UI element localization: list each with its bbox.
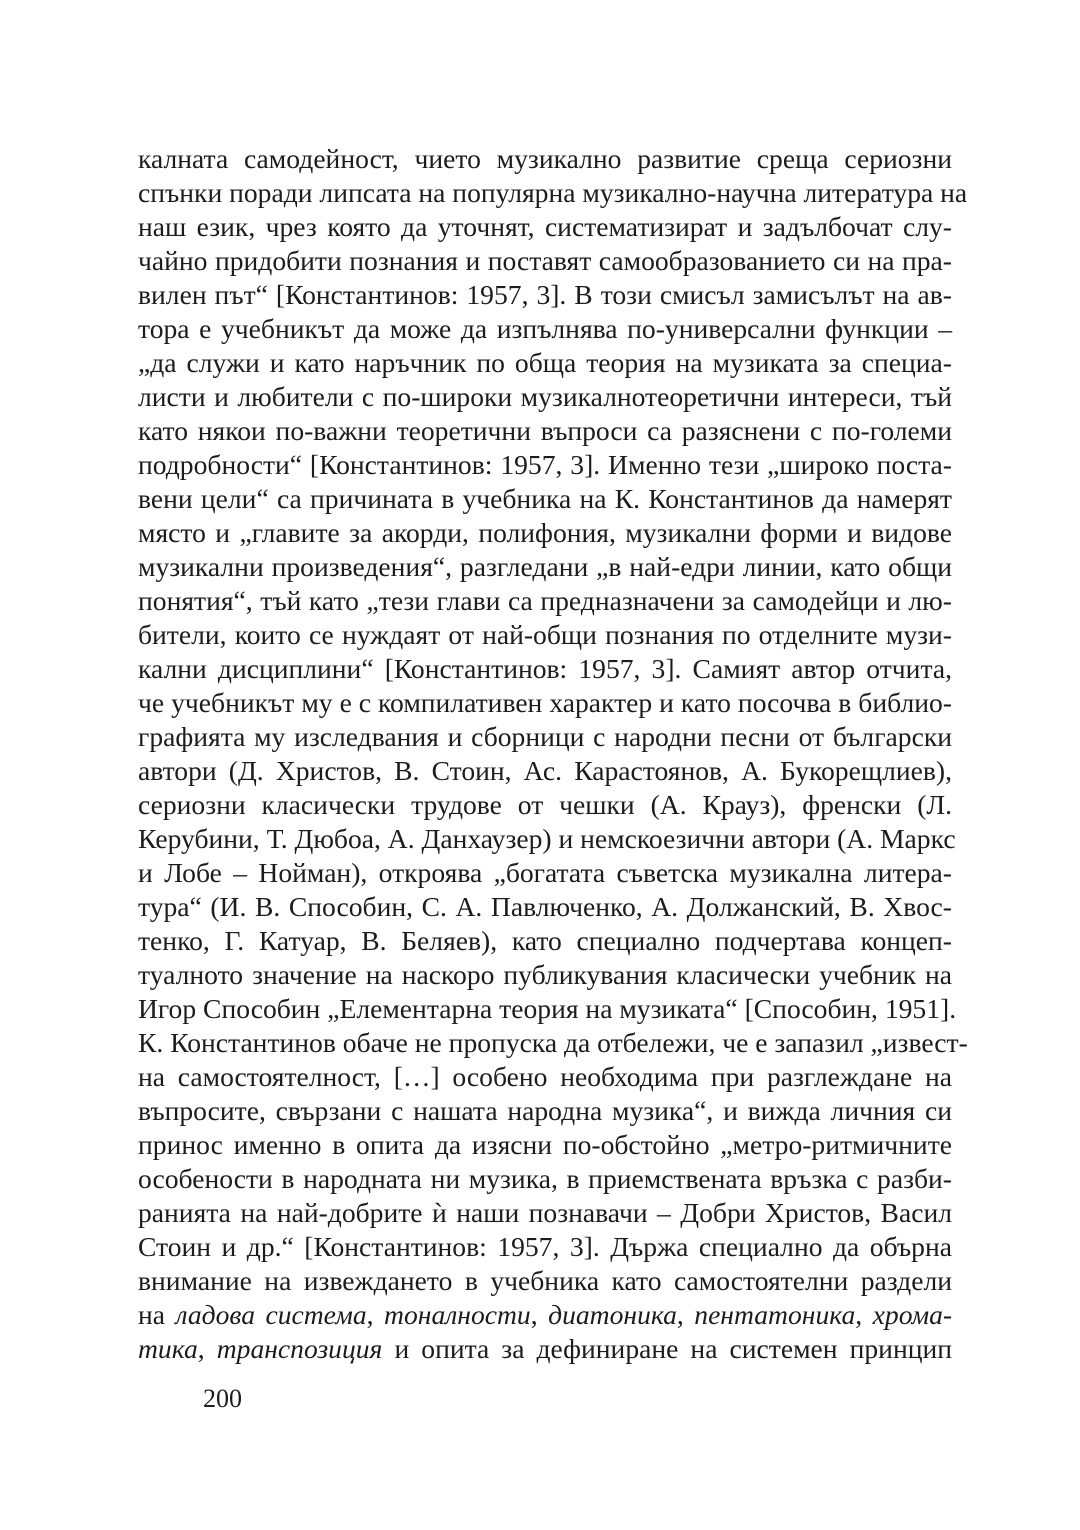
text-line: че учебникът му е с компилативен характер и като посочва в библио- bbox=[138, 687, 952, 718]
text-line: и Лобе – Нойман), откроява „богатата съветска музикална литера- bbox=[138, 857, 952, 888]
italic-term: транспозиция bbox=[216, 1333, 383, 1364]
text-run: и опита за дефиниране на системен принцип bbox=[382, 1333, 953, 1364]
text-line: вилен път“ [Константинов: 1957, 3]. В този смисъл замисълът на ав- bbox=[138, 279, 952, 310]
text-line: въпросите, свързани с нашата народна музика“, и вижда личния си bbox=[138, 1095, 952, 1126]
text-line: вени цели“ са причината в учебника на К. Константинов да намерят bbox=[138, 483, 952, 514]
italic-term: диатоника bbox=[548, 1299, 677, 1330]
text-run: , bbox=[530, 1299, 549, 1330]
text-run: , bbox=[197, 1333, 217, 1364]
text-line: тенко, Г. Катуар, В. Беляев), като специално подчертава концеп- bbox=[138, 925, 952, 956]
text-run: на bbox=[138, 1299, 176, 1330]
italic-term: тика bbox=[138, 1333, 198, 1364]
text-line-italic-terms bbox=[138, 1332, 952, 1366]
text-line: кални дисциплини“ [Константинов: 1957, 3]. Самият автор отчита, bbox=[138, 653, 952, 684]
text-line-italic-terms bbox=[138, 1298, 952, 1332]
text-line: на самостоятелност, […] особено необходима при разглеждане на bbox=[138, 1061, 952, 1092]
text-line: като някои по-важни теоретични въпроси са разяснени с по-големи bbox=[138, 415, 952, 446]
italic-term: ладова система bbox=[175, 1299, 367, 1330]
text-run: , bbox=[366, 1299, 385, 1330]
text-line: тура“ (И. В. Способин, С. А. Павлюченко, А. Должанский, В. Хвос- bbox=[138, 891, 952, 922]
text-line: спънки поради липсата на популярна музикално-научна литература на bbox=[138, 177, 968, 208]
text-line: туалното значение на наскоро публикувания класически учебник на bbox=[138, 959, 952, 990]
text-run: , bbox=[676, 1299, 695, 1330]
text-line: тора е учебникът да може да изпълнява по-универсални функции – bbox=[138, 313, 952, 344]
text-line: понятия“, тъй като „тези глави са предназначени за самодейци и лю- bbox=[138, 585, 952, 616]
text-line: графията му изследвания и сборници с народни песни от български bbox=[138, 721, 952, 752]
text-line: сериозни класически трудове от чешки (А. Крауз), френски (Л. bbox=[138, 789, 952, 820]
italic-term: хрома- bbox=[872, 1299, 953, 1330]
text-line: ранията на най-добрите ѝ наши познавачи – Добри Христов, Васил bbox=[138, 1197, 952, 1228]
text-line: Стоин и др.“ [Константинов: 1957, 3]. Държа специално да обърна bbox=[138, 1231, 952, 1262]
text-line: Игор Способин „Елементарна теория на музиката“ [Способин, 1951]. bbox=[138, 993, 957, 1024]
italic-term: тоналности bbox=[384, 1299, 531, 1330]
text-line: бители, които се нуждаят от най-общи познания по отделните музи- bbox=[138, 619, 952, 650]
text-line: особености в народната ни музика, в приемствената връзка с разби- bbox=[138, 1163, 952, 1194]
text-line: Керубини, Т. Дюбоа, А. Данхаузер) и немскоезични автори (А. Маркс bbox=[138, 823, 956, 854]
text-line: К. Константинов обаче не пропуска да отбележи, че е запазил „извест- bbox=[138, 1027, 968, 1058]
body-text bbox=[138, 142, 968, 1366]
page-number: 200 bbox=[203, 1384, 242, 1413]
text-line: принос именно в опита да изясни по-обстойно „метро-ритмичните bbox=[138, 1129, 952, 1160]
text-line: наш език, чрез която да уточнят, систематизират и задълбочат слу- bbox=[138, 211, 952, 242]
text-line: внимание на извеждането в учебника като самостоятелни раздели bbox=[138, 1265, 952, 1296]
text-line: листи и любители с по-широки музикалнотеоретични интереси, тъй bbox=[138, 381, 952, 412]
text-line: чайно придобити познания и поставят самообразованието си на пра- bbox=[138, 245, 952, 276]
text-line: „да служи и като наръчник по обща теория на музиката за специа- bbox=[138, 347, 952, 378]
text-line: автори (Д. Христов, В. Стоин, Ас. Карастоянов, А. Букорещлиев), bbox=[138, 755, 952, 786]
text-line: музикални произведения“, разгледани „в най-едри линии, като общи bbox=[138, 551, 952, 582]
text-line: място и „главите за акорди, полифония, музикални форми и видове bbox=[138, 517, 952, 548]
italic-term: пентатоника bbox=[694, 1299, 856, 1330]
text-run: , bbox=[855, 1299, 873, 1330]
text-line: калната самодейност, чието музикално развитие среща сериозни bbox=[138, 143, 952, 174]
text-line: подробности“ [Константинов: 1957, 3]. Именно тези „широко поста- bbox=[138, 449, 952, 480]
